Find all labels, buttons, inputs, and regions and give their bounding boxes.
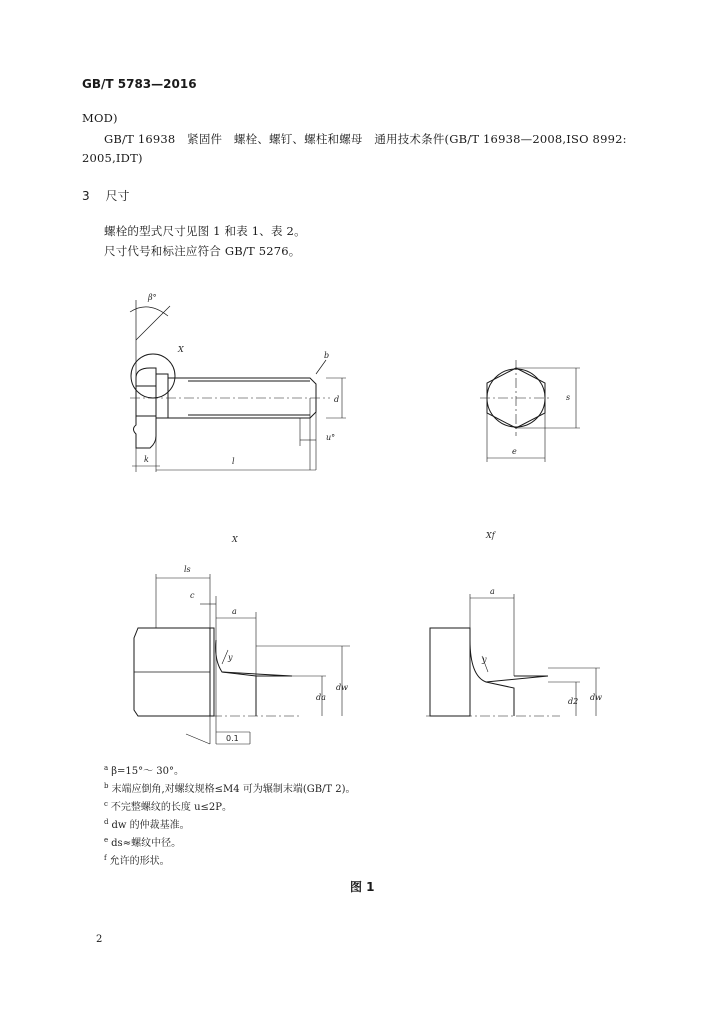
detail-xf-head <box>430 628 470 716</box>
body-paragraph-2: 尺寸代号和标注应符合 GB/T 5276。 <box>104 244 301 258</box>
label-y-xf: y <box>482 655 487 664</box>
label-dw-xf: dw <box>590 693 602 702</box>
intro-line-3: 2005,IDT) <box>82 151 143 165</box>
standard-header: GB/T 5783—2016 <box>82 77 197 91</box>
label-l: l <box>232 457 235 466</box>
bolt-head-side <box>134 368 157 448</box>
intro-line-1: MOD) <box>82 111 118 125</box>
label-ls: ls <box>184 565 191 574</box>
note-c: $^c$ 不完整螺纹的长度 u≤2P。 <box>104 799 233 813</box>
note-b: $^b$ 末端应倒角,对螺纹规格≤M4 可为辗制末端(GB/T 2)。 <box>104 781 356 795</box>
label-c: c <box>190 591 195 600</box>
label-view-xf: Xf <box>486 531 495 540</box>
label-d: d <box>334 395 340 404</box>
label-d2: d2 <box>568 697 579 706</box>
label-x-detail: X <box>178 345 184 354</box>
figure-caption: 图 1 <box>350 880 375 894</box>
note-a: $^a$ β=15°～ 30°。 <box>104 763 184 777</box>
body-paragraph-1: 螺栓的型式尺寸见图 1 和表 1、表 2。 <box>104 224 306 238</box>
label-view-x: X <box>232 535 238 544</box>
detail-xf-underhead <box>470 640 514 716</box>
label-e: e <box>512 447 517 456</box>
label-a: a <box>232 607 237 616</box>
label-da: da <box>316 693 326 702</box>
label-tolerance: 0.1 <box>226 734 239 743</box>
label-dw: dw <box>336 683 348 692</box>
section-number: 3 <box>82 189 90 203</box>
note-d: $^d$ dw 的仲裁基准。 <box>104 817 190 831</box>
label-y: y <box>228 653 233 662</box>
label-b: b <box>324 351 330 360</box>
label-k: k <box>144 455 149 464</box>
label-u: u° <box>326 433 336 442</box>
label-beta: β° <box>148 293 157 302</box>
detail-x-underhead <box>216 640 256 716</box>
note-f: $^f$ 允许的形状。 <box>104 853 170 867</box>
note-e: $^e$ ds≈螺纹中径。 <box>104 835 182 849</box>
label-a-xf: a <box>490 587 495 596</box>
section-title: 尺寸 <box>105 189 130 203</box>
page-number: 2 <box>96 934 103 945</box>
label-s: s <box>566 393 571 402</box>
intro-line-2: GB/T 16938 紧固件 螺栓、螺钉、螺柱和螺母 通用技术条件(GB/T 16938—2008,ISO 8992: <box>104 132 627 146</box>
